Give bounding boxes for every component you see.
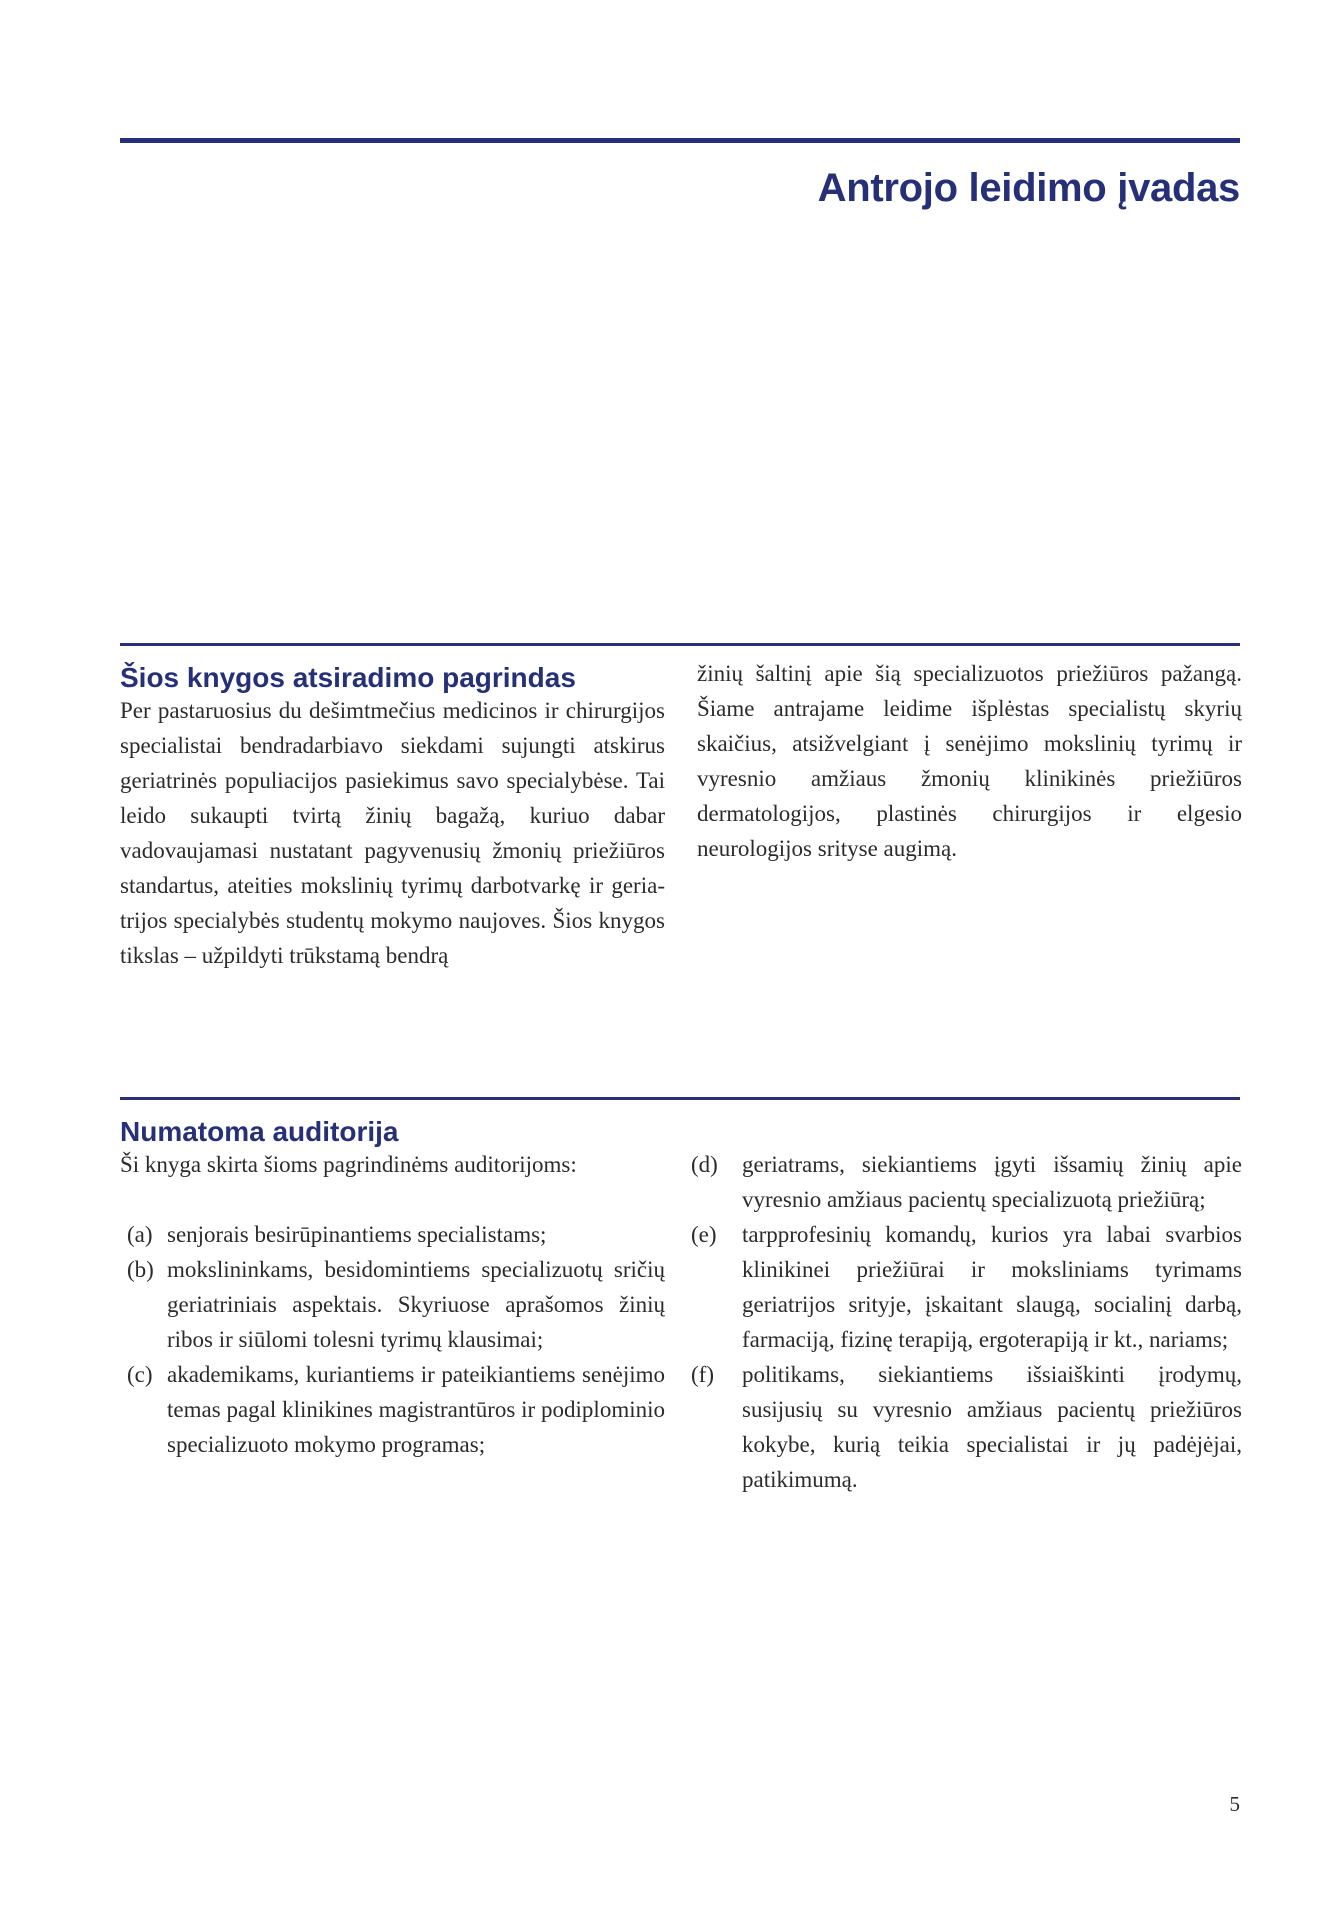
- right-column: [697, 656, 1242, 866]
- list-item-text: senjorais besirūpinantiems specialistams;: [167, 1222, 547, 1247]
- list-marker: (f): [691, 1362, 714, 1387]
- list-item-text: mokslininkams, besidomintiems specializuotų sričių geriatriniais aspektais. Skyriuose aprašomos žinių ribos ir siūlomi tolesni tyrimų klausimai;: [167, 1257, 665, 1352]
- list-marker: (e): [691, 1222, 717, 1247]
- page-number: 5: [1229, 1792, 1240, 1816]
- left-column: [120, 693, 665, 973]
- list-marker: (c): [127, 1362, 153, 1387]
- section-heading: Šios knygos atsiradimo pagrindas: [120, 662, 576, 693]
- list-marker: (d): [691, 1152, 718, 1177]
- list-item-text: tarpprofesinių komandų, kurios yra labai svarbios klinikinei priežiūrai ir moksliniams tyrimams geriatrijos srityje, įskaitant slaugą, socialinį darbą, farmaciją, fizinę terapiją, ergoterapiją ir kt., nariams;: [742, 1222, 1242, 1352]
- list-marker: (b): [127, 1257, 154, 1282]
- list-item: [120, 1217, 665, 1252]
- section-rule: [120, 1097, 1240, 1100]
- list-item: [691, 1357, 1242, 1497]
- section-heading: Numatoma auditorija: [120, 1116, 399, 1147]
- title-rule: [120, 138, 1240, 143]
- list-item: [120, 1357, 665, 1462]
- left-column: [120, 1147, 665, 1462]
- paragraph: Per pastaruosius du dešimtmečius medicinos ir chirurgijos specialistai bendradarbiavo siekdami sujungti atskirus geriatrinės populiacijos pasiekimus savo specialybėse. Tai leido sukaupti tvirtą žinių bagažą, kuriuo dabar vadovaujamasi nustatant pagyvenusių žmonių priežiūros standartus, ateities mokslinių tyrimų darbotvarkę ir geriatrijos specialybės studentų mokymo naujoves. Šios knygos tikslas – užpildyti trūkstamą bendrą: [120, 698, 665, 968]
- intro-text: Ši knyga skirta šioms pagrindinėms auditorijoms:: [120, 1152, 577, 1177]
- list-item: [691, 1217, 1242, 1357]
- paragraph: žinių šaltinį apie šią specializuotos priežiūros pažangą. Šiame antrajame leidime išplėstas specialistų skyrių skaičius, atsižvelgiant į senėjimo mokslinių tyrimų ir vyresnio amžiaus žmonių klinikinės priežiūros dermatologijos, plastinės chirurgijos ir elgesio neurologijos srityse augimą.: [697, 661, 1242, 861]
- audience-list: [120, 1217, 665, 1462]
- page-title: Antrojo leidimo įvadas: [817, 166, 1240, 210]
- right-column: [691, 1147, 1242, 1497]
- list-item-text: akademikams, kuriantiems ir pateikiantiems senėjimo temas pagal klinikines magistrantūros ir podiplominio specializuoto mokymo programas;: [167, 1362, 665, 1457]
- section-background: [120, 643, 1242, 968]
- list-item-text: politikams, siekiantiems išsiaiškinti įrodymų, susijusių su vyresnio amžiaus pacientų priežiūros kokybe, kurią teikia specialistai ir jų padėjėjai, patikimumą.: [742, 1362, 1242, 1492]
- section-rule: [120, 643, 1240, 646]
- section-audience: [120, 1097, 1242, 1492]
- list-item: [120, 1252, 665, 1357]
- list-item: [691, 1147, 1242, 1217]
- list-item-text: geriatrams, siekiantiems įgyti išsamių žinių apie vyresnio amžiaus pacientų specializuotą priežiūrą;: [742, 1152, 1242, 1212]
- audience-list: [691, 1147, 1242, 1497]
- list-marker: (a): [127, 1222, 153, 1247]
